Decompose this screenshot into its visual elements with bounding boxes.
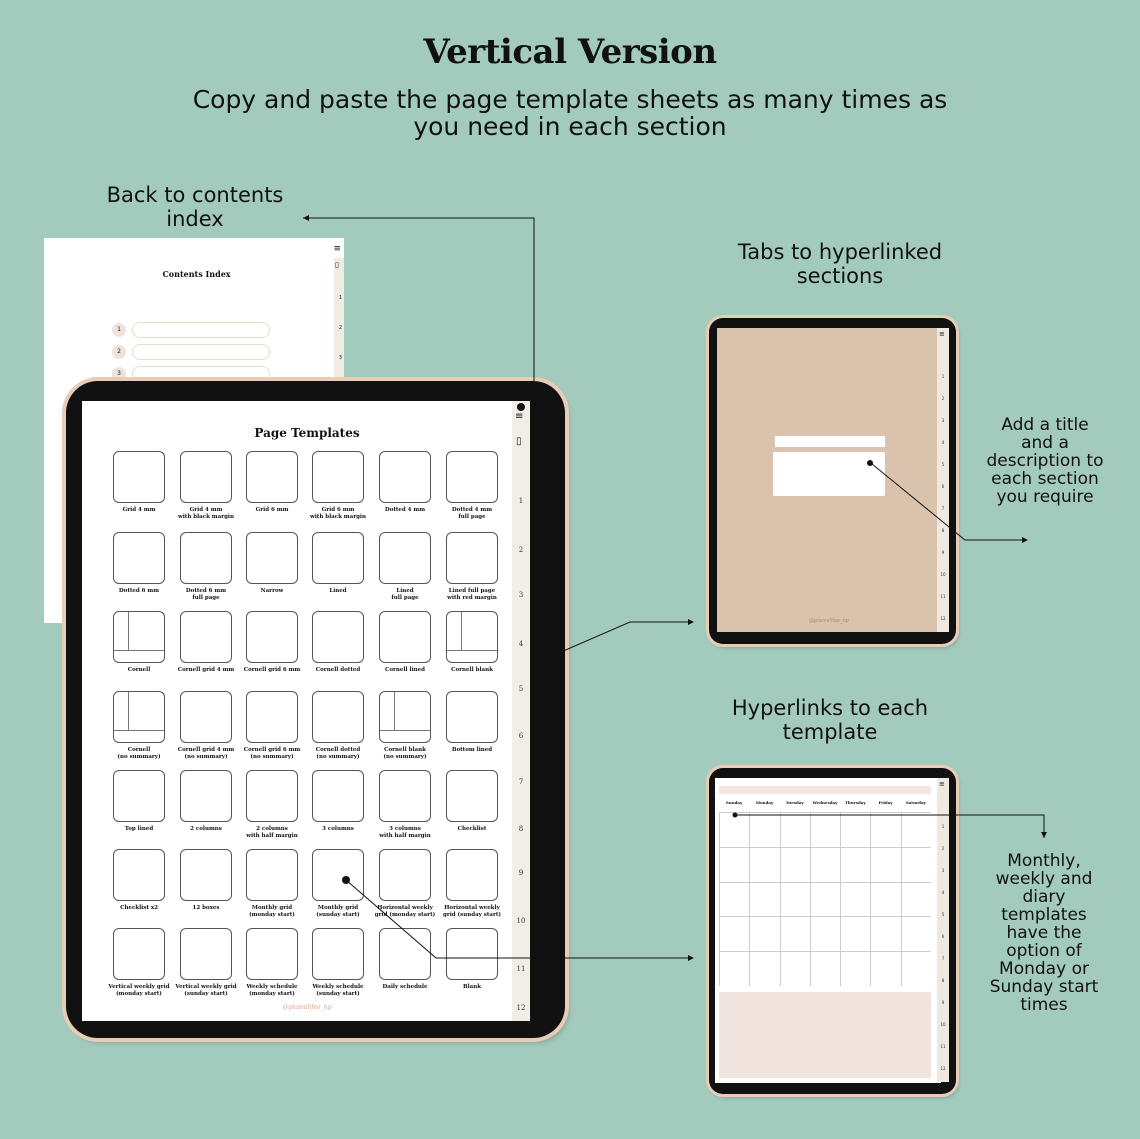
template-label: Grid 4 mm with black margin (177, 507, 235, 520)
template-label: Cornell grid 6 mm (no summary) (243, 747, 301, 760)
tab-4[interactable]: 4 (518, 640, 524, 648)
tab-3[interactable]: 3 (518, 591, 524, 599)
template-label: Cornell lined (384, 667, 426, 673)
template-label: Cornell grid 6 mm (243, 667, 301, 673)
weekday-label: Monday (755, 800, 774, 805)
weekday-label: Tuesday (785, 800, 804, 805)
tab-12[interactable]: 12 (940, 616, 946, 621)
tab-2[interactable]: 2 (941, 846, 945, 851)
template-label: Weekly schedule (monday start) (246, 984, 298, 997)
tab-4[interactable]: 4 (941, 890, 945, 895)
weekday-label: Thursday (844, 800, 866, 805)
tab-9[interactable]: 9 (941, 550, 945, 555)
template-label: Checklist x2 (120, 905, 158, 911)
arrow-head (688, 955, 694, 961)
template-label: 2 columns (190, 826, 222, 832)
tab-7[interactable]: 7 (941, 956, 945, 961)
weekday-label: Friday (878, 800, 893, 805)
template-label: Horizontal weekly grid (monday start) (374, 905, 436, 918)
connector-dot (733, 813, 738, 818)
tab-1[interactable]: 1 (518, 497, 524, 505)
template-label: Grid 4 mm (122, 507, 156, 513)
contents-index-title: Contents Index (162, 269, 231, 279)
hyperlinks-template-label: Hyperlinks to each template (731, 696, 929, 744)
template-label: Blank (462, 984, 482, 990)
tab-9[interactable]: 9 (941, 1000, 945, 1005)
template-label: Cornell blank (451, 667, 493, 673)
menu-icon[interactable]: ≡ (515, 411, 524, 422)
template-label: Monthly grid (sunday start) (316, 905, 360, 918)
template-label: Monthly grid (monday start) (249, 905, 295, 918)
tab-11[interactable]: 11 (940, 1044, 946, 1049)
tab-5[interactable]: 5 (518, 685, 524, 693)
template-label: Dotted 4 mm full page (451, 507, 493, 520)
connector-dot (534, 658, 542, 666)
document-icon[interactable]: ▯ (516, 436, 522, 447)
add-title-label: Add a title and a description to each section you require (986, 415, 1104, 507)
tab-11[interactable]: 11 (516, 965, 526, 973)
tab-1[interactable]: 1 (338, 295, 342, 301)
template-label: Daily schedule (382, 984, 428, 990)
template-label: Dotted 6 mm full page (185, 588, 227, 601)
arrow-head (1022, 537, 1028, 543)
instagram-handle: @plannilifee_hp (809, 618, 849, 624)
tab-6[interactable]: 6 (941, 484, 945, 489)
tab-1[interactable]: 1 (941, 824, 945, 829)
tab-7[interactable]: 7 (518, 778, 524, 786)
template-label: Horizontal weekly grid (sunday start) (442, 905, 502, 918)
tab-7[interactable]: 7 (941, 506, 945, 511)
template-label: 12 boxes (192, 905, 220, 911)
template-label: 2 columns with half margin (246, 826, 298, 839)
connector-hyperlinks (346, 880, 690, 958)
template-label: Bottom lined (451, 747, 493, 753)
template-label: Top lined (124, 826, 154, 832)
template-label: Cornell blank (no summary) (383, 747, 427, 760)
tab-2[interactable]: 2 (518, 546, 524, 554)
index-number: 2 (112, 345, 126, 359)
tab-1[interactable]: 1 (941, 374, 945, 379)
tab-8[interactable]: 8 (941, 978, 945, 983)
template-label: 3 columns (322, 826, 354, 832)
back-to-contents-label: Back to contents index (106, 183, 284, 231)
tab-10[interactable]: 10 (940, 572, 946, 577)
template-label: Cornell grid 4 mm (177, 667, 235, 673)
template-label: Checklist (457, 826, 487, 832)
template-label: Weekly schedule (sunday start) (312, 984, 364, 997)
arrow-head (303, 215, 309, 221)
tab-8[interactable]: 8 (518, 825, 524, 833)
tab-3[interactable]: 3 (338, 355, 342, 361)
menu-icon[interactable]: ≡ (939, 780, 945, 788)
tab-3[interactable]: 3 (941, 418, 945, 423)
tab-3[interactable]: 3 (941, 868, 945, 873)
index-number: 3 (112, 367, 126, 381)
tab-9[interactable]: 9 (518, 869, 524, 877)
page-subtitle: Copy and paste the page template sheets as many times as you need in each section (192, 85, 948, 141)
tab-12[interactable]: 12 (516, 1004, 526, 1012)
template-label: Cornell (127, 667, 151, 673)
tab-11[interactable]: 11 (940, 594, 946, 599)
arrow-head (688, 619, 694, 625)
tab-2[interactable]: 2 (941, 396, 945, 401)
template-label: Grid 6 mm (255, 507, 289, 513)
template-label: Vertical weekly grid (sunday start) (175, 984, 237, 997)
connector-add-title (872, 464, 1024, 540)
connector-monthly (735, 815, 1044, 838)
template-label: Cornell dotted (315, 667, 361, 673)
menu-icon[interactable]: ≡ (333, 244, 341, 254)
tab-4[interactable]: 4 (941, 440, 945, 445)
tab-5[interactable]: 5 (941, 912, 945, 917)
tabs-sections-label: Tabs to hyperlinked sections (737, 240, 943, 288)
tab-8[interactable]: 8 (941, 528, 945, 533)
weekday-label: Wednesday (812, 800, 838, 805)
template-label: Cornell dotted (no summary) (315, 747, 361, 760)
weekday-label: Sunday (725, 800, 743, 805)
page-title: Vertical Version (423, 32, 717, 72)
template-label: 3 columns with half margin (379, 826, 431, 839)
document-icon[interactable]: ▯ (335, 261, 339, 269)
connector-tabs (538, 622, 690, 662)
monthly-weekly-label: Monthly, weekly and diary templates have the option of Monday or Sunday start times (989, 851, 1099, 1015)
template-label: Dotted 6 mm (118, 588, 160, 594)
weekday-label: Saturday (905, 800, 926, 805)
template-label: Vertical weekly grid (monday start) (108, 984, 170, 997)
template-label: Lined full page (391, 588, 419, 601)
template-label: Narrow (260, 588, 284, 594)
template-label: Lined (329, 588, 347, 594)
index-number: 1 (112, 323, 126, 337)
tab-10[interactable]: 10 (940, 1022, 946, 1027)
template-label: Cornell (no summary) (117, 747, 161, 760)
connector-dot (342, 876, 350, 884)
page-templates-title: Page Templates (254, 426, 360, 440)
arrow-head (1041, 832, 1047, 838)
tab-2[interactable]: 2 (338, 325, 342, 331)
instagram-handle: @plannilifee_hp (282, 1004, 332, 1011)
tab-12[interactable]: 12 (940, 1066, 946, 1071)
template-label: Lined full page with red margin (447, 588, 497, 601)
tab-5[interactable]: 5 (941, 462, 945, 467)
connector-back (303, 218, 534, 408)
menu-icon[interactable]: ≡ (939, 330, 945, 338)
template-label: Grid 6 mm with black margin (309, 507, 367, 520)
template-label: Dotted 4 mm (384, 507, 426, 513)
tab-6[interactable]: 6 (518, 732, 524, 740)
tab-6[interactable]: 6 (941, 934, 945, 939)
tab-10[interactable]: 10 (516, 917, 526, 925)
template-label: Cornell grid 4 mm (no summary) (177, 747, 235, 760)
connector-dot (867, 460, 873, 466)
